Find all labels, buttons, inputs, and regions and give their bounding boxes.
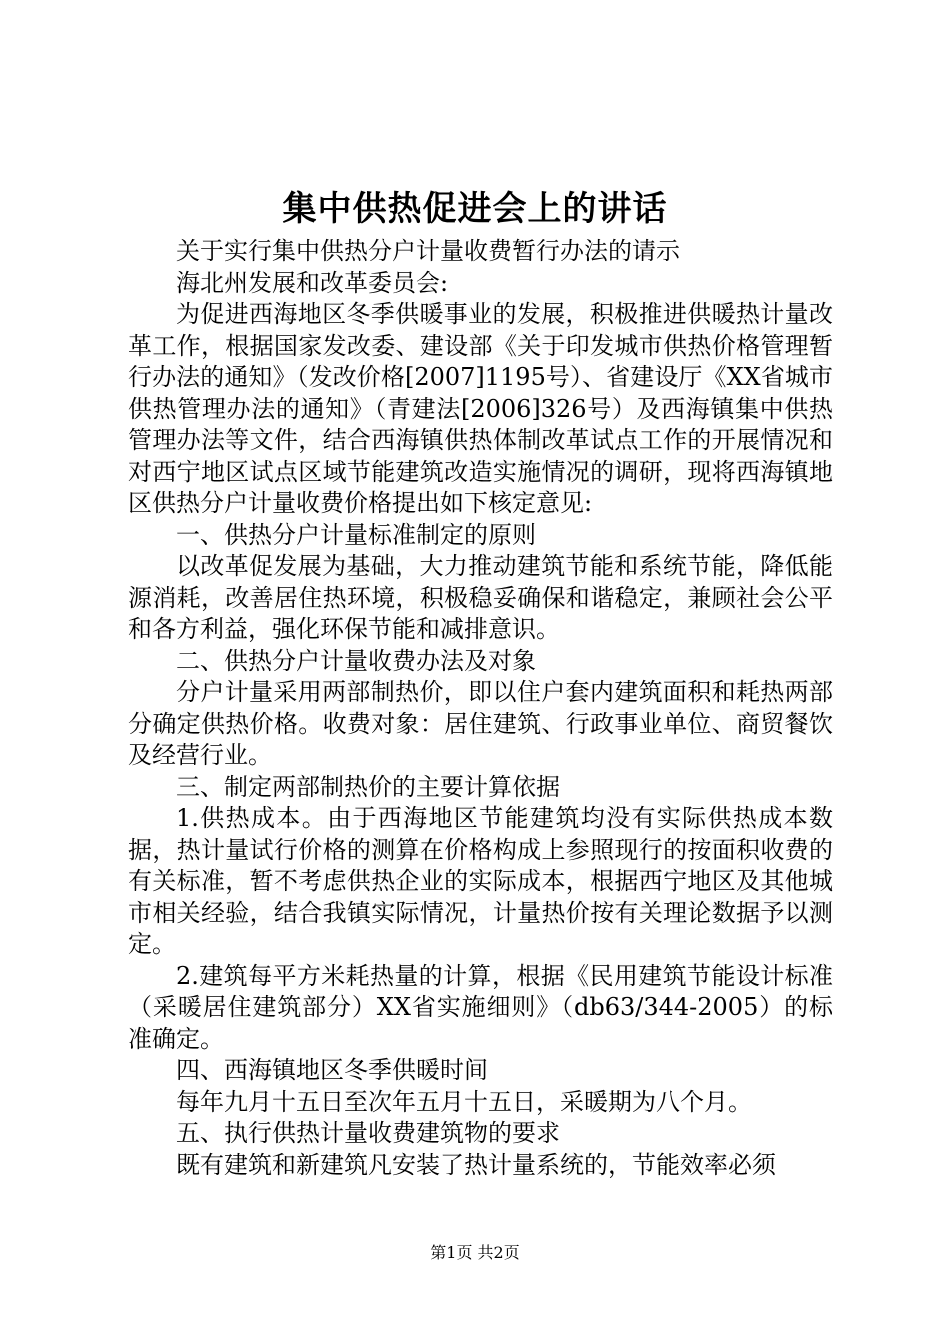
section-heading-1: 一、供热分户计量标准制定的原则 <box>176 520 536 549</box>
paragraph-item-1: 1.供热成本。由于西海地区节能建筑均没有实际供热成本数据，热计量试行价格的测算在价格构成上参照现行的按面积收费的有关标准，暂不考虑供热企业的实际成本，根据西宁地区及其他城市相关经验，结合我镇实际情况，计量热价按有关理论数据予以测定。 <box>128 804 833 958</box>
paragraph-section-2: 分户计量采用两部制热价，即以住户套内建筑面积和耗热两部分确定供热价格。收费对象：居住建筑、行政事业单位、商贸餐饮及经营行业。 <box>128 678 833 769</box>
page-footer: 第1页 共2页 <box>430 1243 520 1262</box>
document-title: 集中供热促进会上的讲话 <box>282 189 668 229</box>
paragraph-request-title: 关于实行集中供热分户计量收费暂行办法的请示 <box>176 237 680 265</box>
paragraph-section-5: 既有建筑和新建筑凡安装了热计量系统的，节能效率必须 <box>176 1150 776 1179</box>
section-heading-3: 三、制定两部制热价的主要计算依据 <box>176 772 560 801</box>
paragraph-section-4: 每年九月十五日至次年五月十五日，采暖期为八个月。 <box>176 1087 752 1116</box>
section-heading-2: 二、供热分户计量收费办法及对象 <box>176 646 536 675</box>
section-heading-4: 四、西海镇地区冬季供暖时间 <box>176 1056 488 1084</box>
paragraph-addressee: 海北州发展和改革委员会: <box>176 268 449 297</box>
paragraph-item-2: 2.建筑每平方米耗热量的计算，根据《民用建筑节能设计标准（采暖居住建筑部分）XX省实施细则》（db63/344-2005）的标准确定。 <box>128 961 833 1053</box>
section-heading-5: 五、执行供热计量收费建筑物的要求 <box>176 1119 560 1147</box>
paragraph-section-1: 以改革促发展为基础，大力推动建筑节能和系统节能，降低能源消耗，改善居住热环境，积极稳妥确保和谐稳定，兼顾社会公平和各方利益，强化环保节能和减排意识。 <box>128 552 833 643</box>
paragraph-intro: 为促进西海地区冬季供暖事业的发展，积极推进供暖热计量改革工作，根据国家发改委、建设部《关于印发城市供热价格管理暂行办法的通知》（发改价格[2007]1195号）、省建设厅《XX省城市供热管理办法的通知》（青建法[2006]326号）及西海镇集中供热管理办法等文件，结合西海镇供热体制改革试点工作的开展情况和对西宁地区试点区域节能建筑改造实施情况的调研，现将西海镇地区供热分户计量收费价格提出如下核定意见: <box>128 300 833 517</box>
document-body <box>128 236 833 1181</box>
